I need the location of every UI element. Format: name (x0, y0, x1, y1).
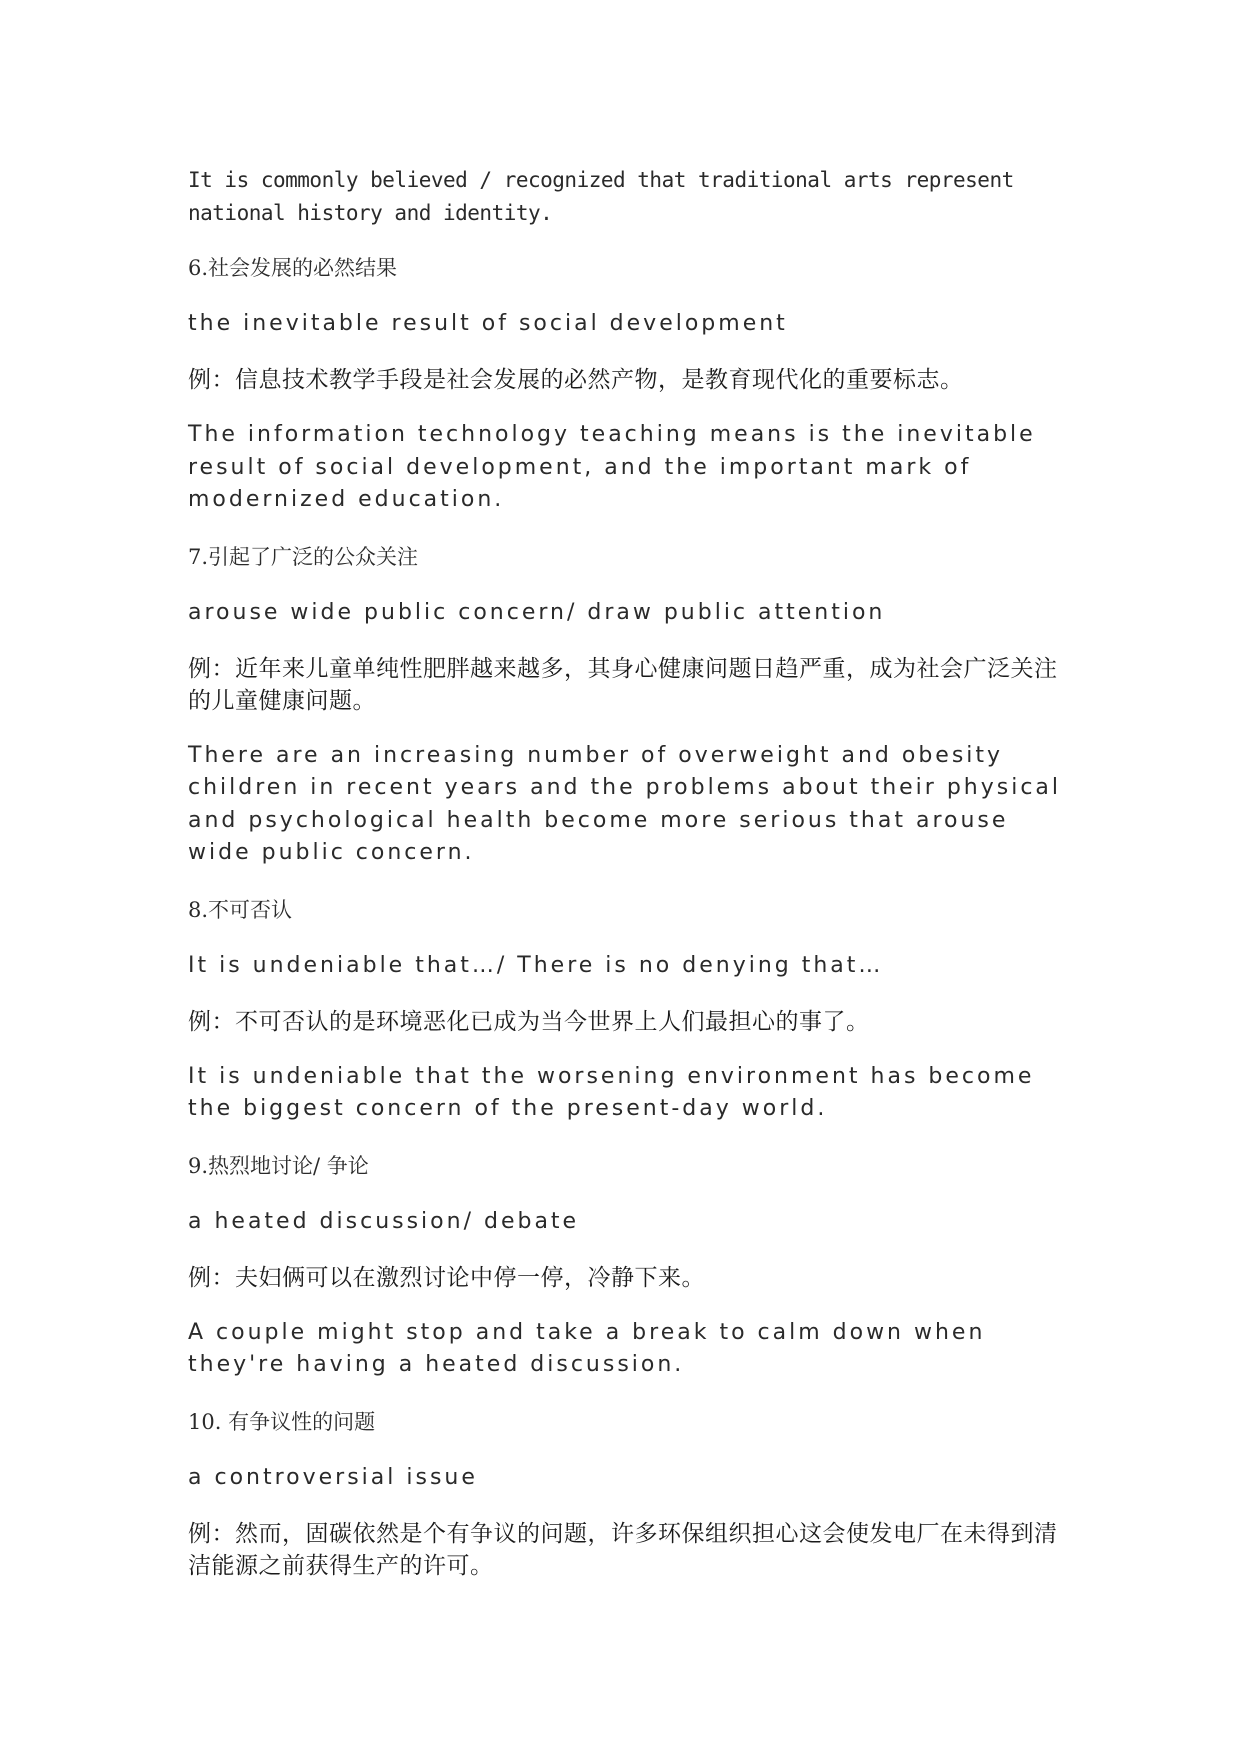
section-phrase-10: a controversial issue (188, 1464, 478, 1490)
section-phrase-7: arouse wide public concern/ draw public attention (188, 599, 886, 625)
section-heading-9: 9.热烈地讨论/ 争论 (188, 1153, 369, 1178)
section-zh-example-7: 例：近年来儿童单纯性肥胖越来越多，其身心健康问题日趋严重，成为社会广泛关注的儿童健康问题。 (188, 655, 1058, 714)
section-heading-7: 7.引起了广泛的公众关注 (188, 544, 419, 569)
section-zh-example-6: 例：信息技术教学手段是社会发展的必然产物，是教育现代化的重要标志。 (188, 367, 964, 393)
section-heading-6: 6.社会发展的必然结果 (188, 256, 398, 280)
document-body (188, 164, 1072, 1605)
section-zh-example-8: 例：不可否认的是环境恶化已成为当今世界上人们最担心的事了。 (188, 1008, 870, 1035)
section-zh-example-9: 例：夫妇俩可以在激烈讨论中停一停，冷静下来。 (188, 1264, 705, 1291)
section-en-example-8: It is undeniable that the worsening environment has become the biggest concern of the present-day world. (188, 1063, 1045, 1121)
section-en-example-6: The information technology teaching means is the inevitable result of social development, and the important mark of modernized education. (188, 422, 1046, 512)
section-phrase-6: the inevitable result of social development (188, 311, 788, 336)
intro-example-sentence: It is commonly believed / recognized that traditional arts represent national history and identity. (188, 168, 1026, 225)
section-phrase-8: It is undeniable that…/ There is no denying that… (188, 952, 884, 978)
section-phrase-9: a heated discussion/ debate (188, 1208, 580, 1234)
section-en-example-7: There are an increasing number of overweight and obesity children in recent years and the problems about their physical and psychological health become more serious that arouse wide public concern. (188, 742, 1072, 865)
section-zh-example-10: 例：然而，固碳依然是个有争议的问题，许多环保组织担心这会使发电厂在未得到清洁能源之前获得生产的许可。 (188, 1520, 1058, 1579)
section-en-example-9: A couple might stop and take a break to calm down when they're having a heated discussion. (188, 1319, 996, 1377)
section-heading-10: 10. 有争议性的问题 (188, 1409, 376, 1434)
section-heading-8: 8.不可否认 (188, 897, 293, 922)
